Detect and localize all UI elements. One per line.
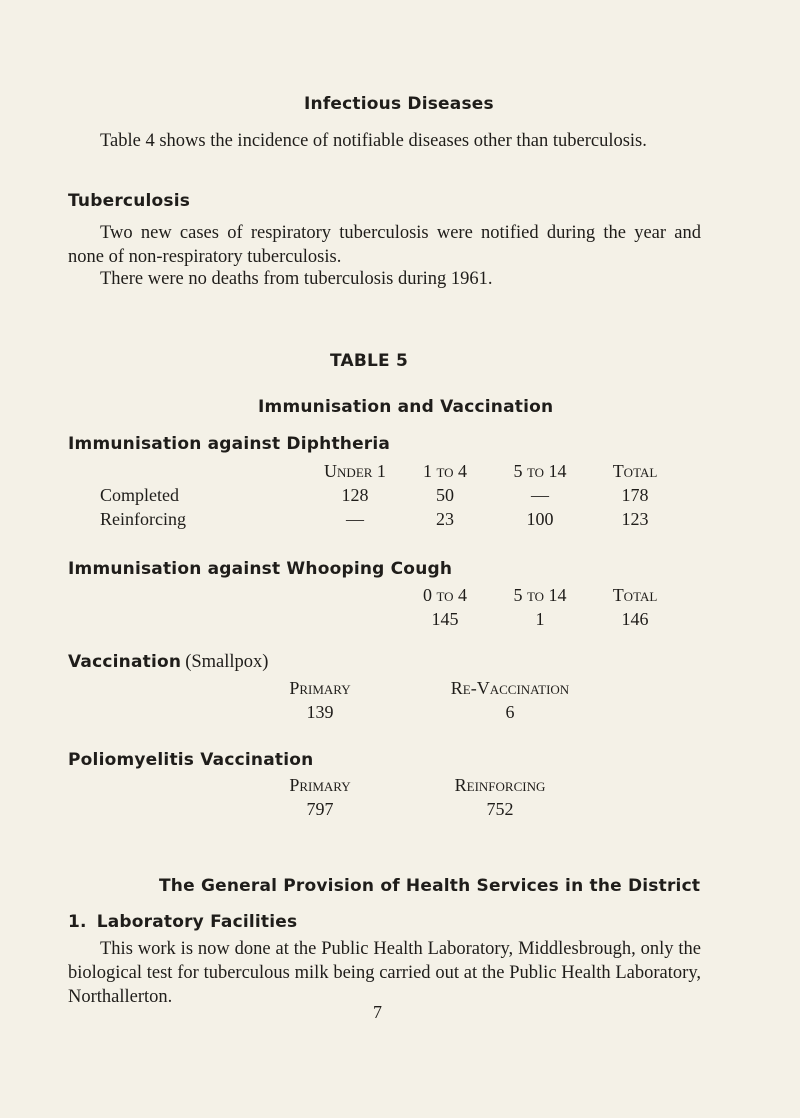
general-provision-heading: The General Provision of Health Services in the District — [159, 876, 701, 896]
whooping-cell: 146 — [621, 609, 649, 629]
diphtheria-cell: 128 — [341, 485, 369, 505]
smallpox-heading: Vaccination — [68, 652, 182, 672]
smallpox-heading-line — [68, 650, 268, 674]
diphtheria-cell: — — [531, 485, 549, 505]
diphtheria-row-label: Reinforcing — [100, 509, 186, 529]
diphtheria-cell: 178 — [621, 485, 649, 505]
polio-col-reinforcing: Reinforcing — [454, 775, 546, 795]
diphtheria-cell: 100 — [526, 509, 554, 529]
tuberculosis-heading: Tuberculosis — [68, 191, 191, 211]
tuberculosis-paragraph-1: Two new cases of respiratory tuberculosis were notified during the year and none of non-respiratory tuberculosis. — [68, 223, 701, 267]
infectious-diseases-text: Table 4 shows the incidence of notifiable diseases other than tuberculosis. — [100, 131, 647, 151]
tuberculosis-paragraph-2: There were no deaths from tuberculosis during 1961. — [100, 269, 493, 289]
diphtheria-col-under-1: Under 1 — [324, 461, 386, 481]
smallpox-cell: 139 — [306, 702, 334, 722]
diphtheria-cell: 23 — [436, 509, 454, 529]
polio-col-primary: Primary — [289, 775, 351, 795]
smallpox-col-primary: Primary — [289, 678, 351, 698]
diphtheria-cell: — — [346, 509, 364, 529]
smallpox-heading-suffix: (Smallpox) — [185, 652, 269, 672]
whooping-cell: 1 — [535, 609, 545, 629]
polio-heading: Poliomyelitis Vaccination — [68, 750, 314, 770]
whooping-col-0-to-4: 0 to 4 — [422, 585, 468, 605]
diphtheria-cell: 123 — [621, 509, 649, 529]
smallpox-col-revaccination: Re-Vaccination — [450, 678, 570, 698]
diphtheria-col-total: Total — [612, 461, 658, 481]
laboratory-facilities-heading: Laboratory Facilities — [96, 912, 298, 932]
infectious-diseases-heading: Infectious Diseases — [304, 94, 494, 114]
diphtheria-col-5-to-14: 5 to 14 — [513, 461, 567, 481]
diphtheria-col-1-to-4: 1 to 4 — [422, 461, 468, 481]
polio-cell: 752 — [486, 799, 514, 819]
whooping-cough-heading: Immunisation against Whooping Cough — [68, 559, 453, 579]
diphtheria-heading: Immunisation against Diphtheria — [68, 434, 391, 454]
diphtheria-cell: 50 — [436, 485, 454, 505]
whooping-col-5-to-14: 5 to 14 — [513, 585, 567, 605]
polio-cell: 797 — [306, 799, 334, 819]
table-title: TABLE 5 — [330, 351, 408, 371]
whooping-col-total: Total — [612, 585, 658, 605]
section-number: 1. — [68, 912, 87, 932]
smallpox-cell: 6 — [505, 702, 515, 722]
page-number: 7 — [373, 1002, 382, 1022]
table-subtitle: Immunisation and Vaccination — [258, 397, 554, 417]
diphtheria-row-label: Completed — [100, 485, 179, 505]
whooping-cell: 145 — [431, 609, 459, 629]
laboratory-heading-line — [68, 912, 297, 932]
laboratory-paragraph: This work is now done at the Public Health Laboratory, Middlesbrough, only the biological test for tuberculous milk being carried out at the Public Health Laboratory, Northallerton. — [68, 939, 701, 1007]
